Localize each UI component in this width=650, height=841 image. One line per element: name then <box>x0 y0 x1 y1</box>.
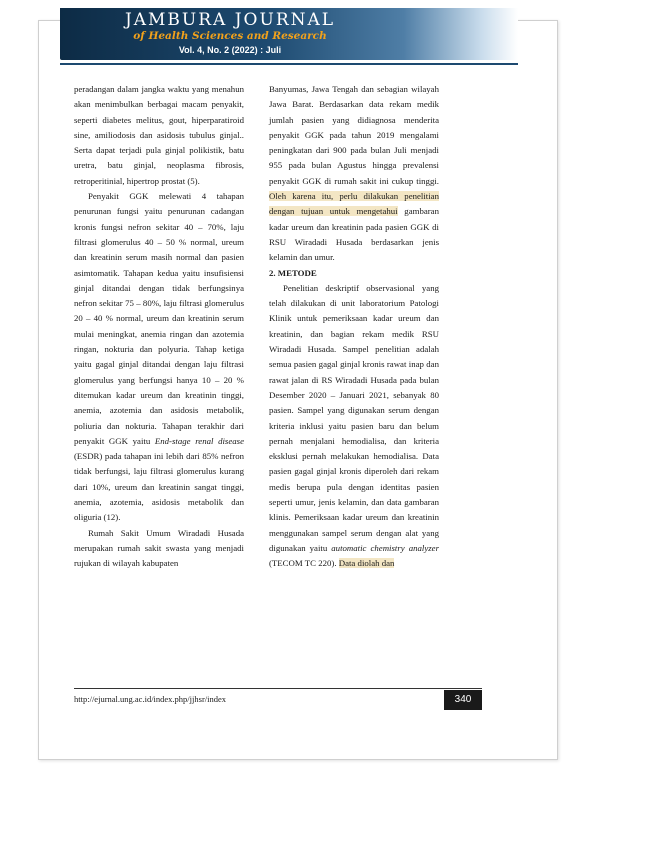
right-column <box>269 82 439 572</box>
paragraph: peradangan dalam jangka waktu yang menahun akan menimbulkan berbagai macam penyakit, seperti diabetes melitus, gout, hiperparatiroid sine, amiliodosis dan asidosis tubulus ginjal.. Serta dapat terjadi pula ginjal polikistik, batu uretra, batu ginjal, neoplasma fibrosis, retroperitinial, hipertrop prostat (5). <box>74 84 244 186</box>
highlighted-text: Data diolah dan <box>338 558 395 569</box>
footer-divider <box>74 688 482 689</box>
journal-subtitle: of Health Sciences and Research <box>133 30 327 42</box>
section-heading: 2. METODE <box>269 267 317 278</box>
footer-url-link[interactable]: http://ejurnal.ung.ac.id/index.php/jjhsr/index <box>74 694 227 704</box>
italic-term: automatic chemistry analyzer <box>331 542 439 553</box>
banner-underline <box>60 63 518 65</box>
italic-term: End-stage renal disease <box>154 435 244 446</box>
paragraph: Penelitian deskriptif observasional yang telah dilakukan di unit laboratorium Patologi Klinik untuk pemeriksaan kadar ureum dan kreatinin, dan bagian rekam medik RSU Wiradadi Husada. Sampel penelitian adalah semua pasien gagal ginjal kronis rawat inap dan rawat jalan di RS Wiradadi Husada pada bulan Desember 2020 – Januari 2021, sebanyak 80 pasien. Sampel yang digunakan serum dengan kriteria inklusi yaitu pasien baru dan belum pernah menjalani hemodialisa, dan kriteria eksklusi pernah melakukan hemodialisa. Data pasien gagal ginjal kronis diperoleh dari rekam medis berupa pula dengan identitas pasien seperti umur, jenis kelamin, dan data gambaran klinis. Pemeriksaan kadar ureum dan kreatinin menggunakan sampel serum dengan alat yang digunakan yaitu automatic chemistry analyzer (TECOM TC 220). Data diolah dan <box>269 282 439 569</box>
volume-issue: Vol. 4, No. 2 (2022) : Juli <box>178 45 282 55</box>
left-column <box>74 82 244 572</box>
highlighted-text: Oleh karena itu, perlu dilakukan penelitian dengan tujuan untuk mengetahui <box>269 191 439 217</box>
paragraph: Banyumas, Jawa Tengah dan sebagian wilayah Jawa Barat. Berdasarkan data rekam medik jumlah pasien yang didiagnosa menderita penyakit GGK pada tahun 2019 mengalami peningkatan dari 900 pada bulan Juli menjadi 955 pada bulan Agustus hingga prevalensi penyakit GGK di rumah sakit ini cukup tinggi. Oleh karena itu, perlu dilakukan penelitian dengan tujuan untuk mengetahui gambaran kadar ureum dan kreatinin pada pasien GGK di RSU Wiradadi Husada berdasarkan jenis kelamin dan umur. <box>269 84 439 263</box>
paragraph: Penyakit GGK melewati 4 tahapan penurunan fungsi yaitu penurunan cadangan kronis fungsi nefron sekitar 40 – 70%, laju filtrasi glomerulus 40 – 50 % normal, ureum dan kreatinin serum masih normal dan pasien asimtomatik. Tahapan kedua yaitu insufisiensi ginjal ditandai dengan tidak berfungsinya nefron sekitar 75 – 80%, laju filtrasi glomerulus 20 – 40 % normal, ureum dan kreatinin serum mulai meningkat, anemia ringan dan azotemia ringan, nokturia dan polyuria. Tahap ketiga yaitu gagal ginjal ditandai dengan laju filtrasi glomerulus yang berfungsi hanya 10 – 20 % ditemukan kadar ureum dan kreatinin tinggi, anemia, azotemia dan asidosis metabolik, poliuria dan nokturia. Tahapan terakhir dari penyakit GGK yaitu End-stage renal disease (ESDR) pada tahapan ini lebih dari 85% nefron tidak berfungsi, laju filtrasi glomerulus kurang dari 10%, ureum dan kreatinin sangat tinggi, anemia, azotemia, asidosis metabolik dan oliguria (12). <box>74 191 244 523</box>
journal-title: JAMBURA JOURNAL <box>124 10 336 30</box>
page-number: 340 <box>444 690 482 710</box>
paragraph: Rumah Sakit Umum Wiradadi Husada merupakan rumah sakit swasta yang menjadi rujukan di wilayah kabupaten <box>74 527 244 569</box>
